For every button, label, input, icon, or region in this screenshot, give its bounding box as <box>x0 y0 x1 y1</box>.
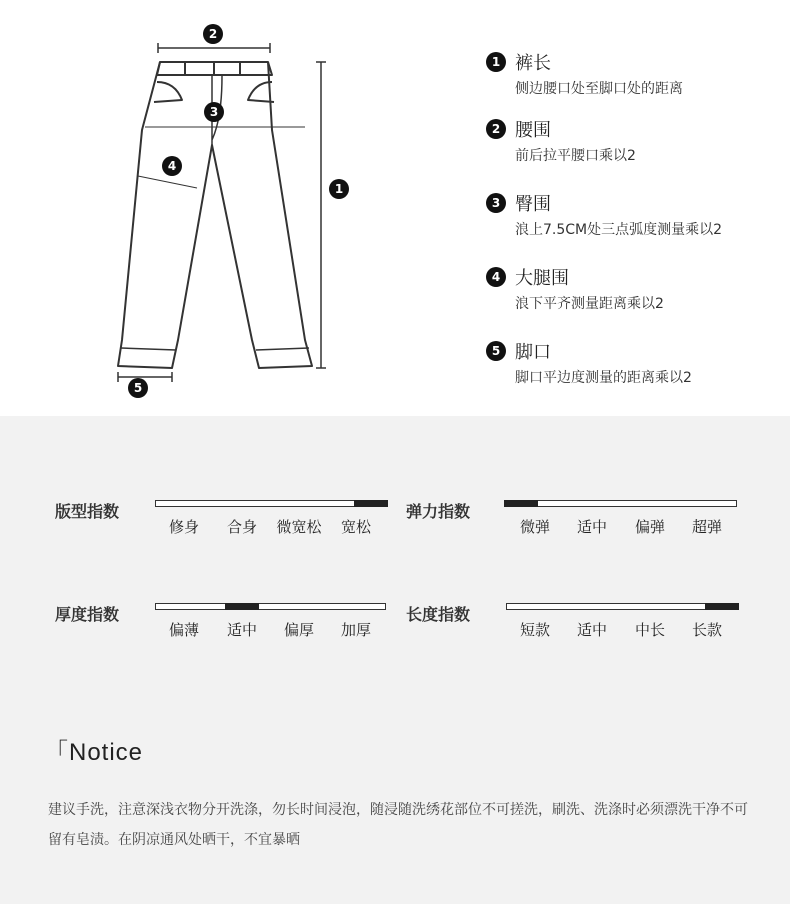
measurement-desc: 浪下平齐测量距离乘以2 <box>515 296 664 312</box>
index-option: 适中 <box>226 621 257 639</box>
diagram-marker-5: 5 <box>128 378 148 398</box>
index-bar-fill <box>225 603 259 610</box>
index-label-thickness: 厚度指数 <box>55 605 120 624</box>
measurement-title: 裤长 <box>515 53 551 74</box>
measurement-desc: 侧边腰口处至脚口处的距离 <box>515 81 683 97</box>
index-bar-fill <box>504 500 538 507</box>
index-option: 适中 <box>576 621 607 639</box>
measurement-pants-length <box>486 50 683 98</box>
index-bar-elasticity <box>506 500 737 507</box>
diagram-marker-4: 4 <box>162 156 182 176</box>
number-icon: 4 <box>486 267 506 287</box>
notice-title-text: Notice <box>69 739 144 766</box>
index-option: 偏弹 <box>634 518 665 536</box>
measurement-title: 腰围 <box>515 120 551 141</box>
index-bar-fill <box>705 603 739 610</box>
measurement-title: 脚口 <box>515 342 551 363</box>
measurement-desc: 浪上7.5CM处三点弧度测量乘以2 <box>515 222 723 238</box>
index-option: 超弹 <box>691 518 722 536</box>
index-option: 微弹 <box>519 518 550 536</box>
index-option: 宽松 <box>340 518 371 536</box>
index-option: 加厚 <box>340 621 371 639</box>
measurement-desc: 脚口平边度测量的距离乘以2 <box>515 370 692 386</box>
index-bar-thickness <box>155 603 386 610</box>
notice-bracket: 「 <box>44 739 69 766</box>
number-icon: 2 <box>486 119 506 139</box>
measurement-thigh <box>486 265 664 313</box>
diagram-marker-1: 1 <box>329 179 349 199</box>
measurement-title: 大腿围 <box>515 268 569 289</box>
diagram-marker-3: 3 <box>204 102 224 122</box>
notice-title <box>44 732 143 767</box>
notice-text: 建议手洗，注意深浅衣物分开洗涤，勿长时间浸泡，随浸随洗绣花部位不可搓洗，刷洗、洗涤时必须漂洗干净不可留有皂渍。在阴凉通风处晒干，不宜暴晒 <box>48 802 748 848</box>
index-option: 微宽松 <box>276 518 322 536</box>
index-option: 适中 <box>576 518 607 536</box>
number-icon: 5 <box>486 341 506 361</box>
index-option: 中长 <box>634 621 665 639</box>
measurement-hip <box>486 191 722 239</box>
measurement-desc: 前后拉平腰口乘以2 <box>515 148 636 164</box>
index-option: 长款 <box>691 621 722 639</box>
measurement-waist <box>486 117 636 165</box>
index-option: 修身 <box>168 518 199 536</box>
diagram-marker-2: 2 <box>203 24 223 44</box>
size-diagram-section <box>0 0 790 416</box>
index-option: 偏厚 <box>283 621 314 639</box>
index-label-elasticity: 弹力指数 <box>406 502 471 521</box>
number-icon: 3 <box>486 193 506 213</box>
measurement-hem <box>486 339 692 387</box>
index-label-fit: 版型指数 <box>55 502 120 521</box>
index-bar-fit <box>155 500 386 507</box>
measurement-title: 臀围 <box>515 194 551 215</box>
number-icon: 1 <box>486 52 506 72</box>
index-label-length: 长度指数 <box>406 605 471 624</box>
index-option: 合身 <box>226 518 257 536</box>
index-option: 短款 <box>519 621 550 639</box>
index-bar-fill <box>354 500 388 507</box>
index-option: 偏薄 <box>168 621 199 639</box>
index-bar-length <box>506 603 737 610</box>
